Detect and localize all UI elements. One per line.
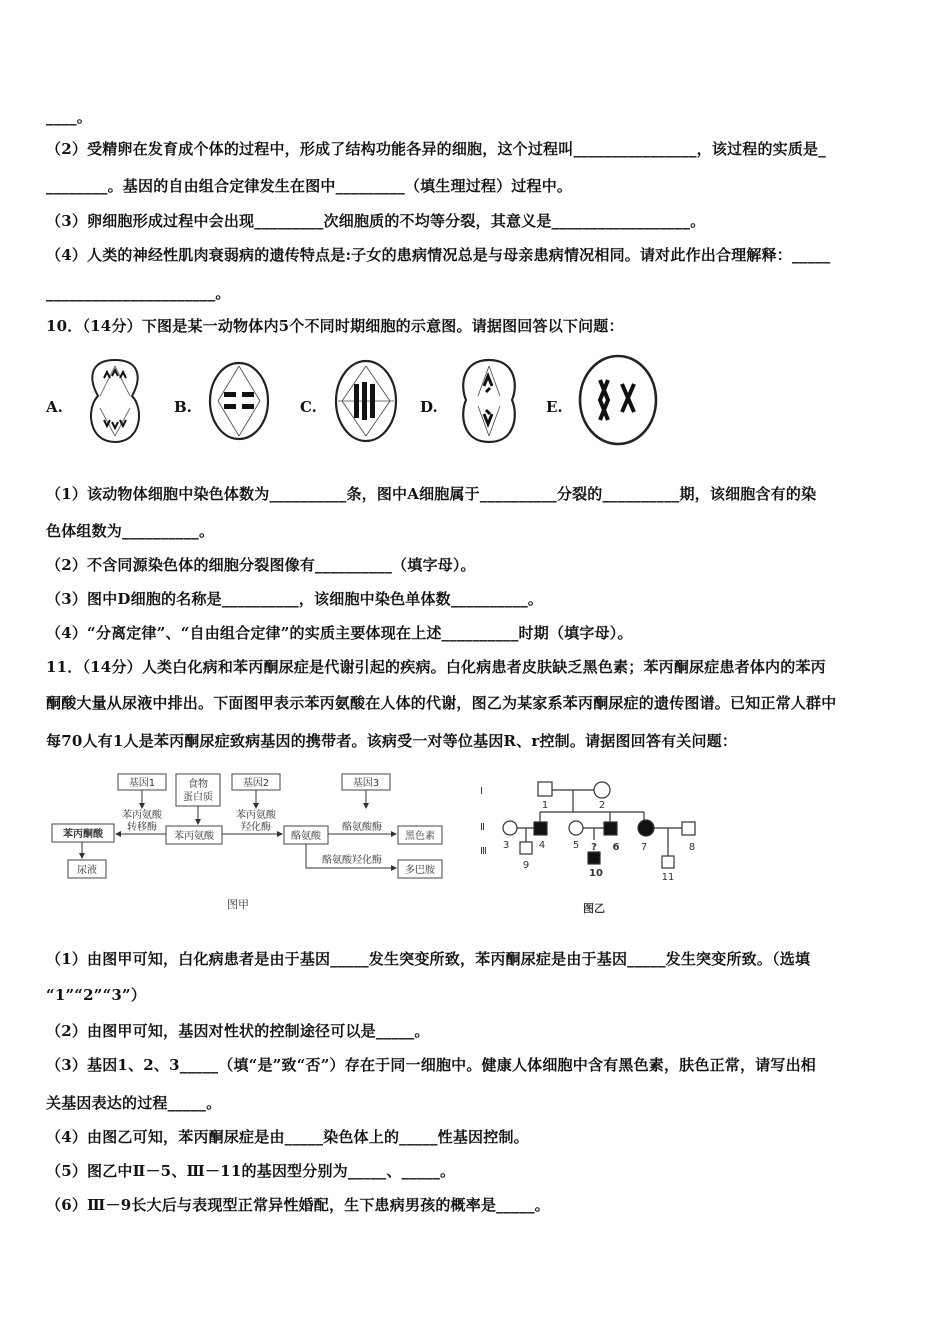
fig-jia-hydroxylase-2: 羟化酶: [241, 822, 271, 833]
fig-jia-gene1: 基因1: [128, 778, 156, 789]
fig-jia-melanin: 黑色素: [405, 831, 435, 842]
ind-3: 3: [502, 840, 510, 851]
cell-c-image: [332, 358, 400, 444]
text-line-4: （3）卵细胞形成过程中会出现_________次细胞质的不均等分裂，其意义是__________________。: [46, 212, 706, 230]
text-line-q11-5: （5）图乙中Ⅱ－5、Ⅲ－11的基因型分别为_____、_____。: [46, 1162, 456, 1180]
gen-label-1: Ⅰ: [480, 786, 483, 797]
text-line-q11-1b: “1”“2”“3”）: [46, 986, 147, 1004]
fig-jia-dopamine: 多巴胺: [405, 865, 435, 876]
text-line-5: （4）人类的神经性肌肉衰弱病的遗传特点是:子女的患病情况总是与母亲患病情况相同。请对此作出合理解释：_____: [46, 246, 831, 264]
figure-yi-pedigree: [470, 768, 710, 920]
fig-jia-caption: 图甲: [227, 898, 249, 911]
cell-label-c: C.: [300, 398, 317, 416]
text-line-q11-b: 酮酸大量从尿液中排出。下面图甲表示苯丙氨酸在人体的代谢，图乙为某家系苯丙酮尿症的遗传图谱。已知正常人群中: [46, 694, 837, 712]
fig-jia-hydroxylase-1: 苯丙氨酸: [236, 810, 276, 821]
text-line-q11-3a: （3）基因1、2、3_____（填“是”致“否”）存在于同一细胞中。健康人体细胞中含有黑色素，肤色正常，请写出相: [46, 1056, 816, 1074]
ind-5: 5: [572, 840, 580, 851]
text-line-1: ____。: [46, 108, 93, 126]
ind-9: 9: [522, 860, 530, 871]
cell-label-d: D.: [420, 398, 438, 416]
fig-jia-transaminase-1: 苯丙氨酸: [122, 810, 162, 821]
cell-e-image: [576, 352, 660, 448]
text-line-q10-4: （4）“分离定律”、“自由组合定律”的实质主要体现在上述__________时期（填字母）。: [46, 624, 633, 642]
gen-label-3: Ⅲ: [480, 846, 487, 857]
cell-d-image: [456, 356, 522, 446]
text-line-q11-2: （2）由图甲可知，基因对性状的控制途径可以是_____。: [46, 1022, 430, 1040]
ind-8: 8: [688, 842, 696, 853]
ind-11: 11: [661, 872, 675, 883]
text-line-q10-3: （3）图中D细胞的名称是__________，该细胞中染色单体数__________。: [46, 590, 544, 608]
fig-yi-caption: 图乙: [583, 902, 605, 915]
fig-jia-gene2: 基因2: [242, 778, 270, 789]
ind-1: 1: [541, 800, 549, 811]
gen-label-2: Ⅱ: [480, 822, 485, 833]
cell-label-a: A.: [46, 398, 63, 416]
figure-jia-pathway: [46, 768, 466, 916]
fig-jia-transaminase-2: 转移酶: [127, 822, 157, 833]
text-line-q11-1a: （1）由图甲可知，白化病患者是由于基因_____发生突变所致，苯丙酮尿症是由于基因_____发生突变所致。（选填: [46, 950, 811, 968]
question-11-header: 11．（14分）人类白化病和苯丙酮尿症是代谢引起的疾病。白化病患者皮肤缺乏黑色素；苯丙酮尿症患者体内的苯丙: [46, 658, 826, 676]
ind-6: 6: [612, 842, 620, 853]
cell-label-b: B.: [174, 398, 192, 416]
ind-unknown: ?: [591, 842, 597, 853]
ind-7: 7: [640, 842, 648, 853]
cell-a-image: [80, 356, 150, 446]
cell-diagrams: [46, 348, 666, 448]
text-line-q11-6: （6）Ⅲ－9长大后与表现型正常异性婚配，生下患病男孩的概率是_____。: [46, 1196, 550, 1214]
text-line-3: ________。基因的自由组合定律发生在图中_________（填生理过程）过程中。: [46, 177, 573, 195]
fig-jia-food: 食物: [188, 779, 208, 790]
ind-4: 4: [538, 840, 546, 851]
ind-10: 10: [589, 868, 603, 879]
fig-jia-phe: 苯丙氨酸: [174, 831, 214, 842]
fig-jia-tyrosinase: 酪氨酸酶: [342, 822, 382, 833]
fig-jia-gene3: 基因3: [352, 778, 380, 789]
text-line-q11-4: （4）由图乙可知，苯丙酮尿症是由_____染色体上的_____性基因控制。: [46, 1128, 529, 1146]
text-line-q10-1b: 色体组数为__________。: [46, 522, 215, 540]
text-line-6: ______________________。: [46, 284, 231, 302]
text-line-2: （2）受精卵在发育成个体的过程中，形成了结构功能各异的细胞，这个过程叫________________，该过程的实质是_: [46, 140, 826, 158]
question-10-header: 10．（14分）下图是某一动物体内5个不同时期细胞的示意图。请据图回答以下问题：: [46, 317, 624, 335]
fig-jia-tyr: 酪氨酸: [291, 831, 321, 842]
ind-2: 2: [598, 800, 606, 811]
text-line-q10-1a: （1）该动物体细胞中染色体数为__________条，图中A细胞属于__________分裂的__________期，该细胞含有的染: [46, 485, 817, 503]
text-line-q10-2: （2）不含同源染色体的细胞分裂图像有__________（填字母）。: [46, 556, 476, 574]
fig-jia-urine: 尿液: [77, 865, 97, 876]
cell-label-e: E.: [546, 398, 563, 416]
fig-jia-tyr-hydroxylase: 酪氨酸羟化酶: [322, 855, 382, 866]
fig-jia-ppa: 苯丙酮酸: [63, 829, 103, 840]
text-line-q11-c: 每70人有1人是苯丙酮尿症致病基因的携带者。该病受一对等位基因R、r控制。请据图回答有关问题：: [46, 732, 738, 750]
fig-jia-protein: 蛋白质: [183, 792, 213, 803]
cell-b-image: [206, 360, 272, 442]
text-line-q11-3b: 关基因表达的过程_____。: [46, 1094, 222, 1112]
